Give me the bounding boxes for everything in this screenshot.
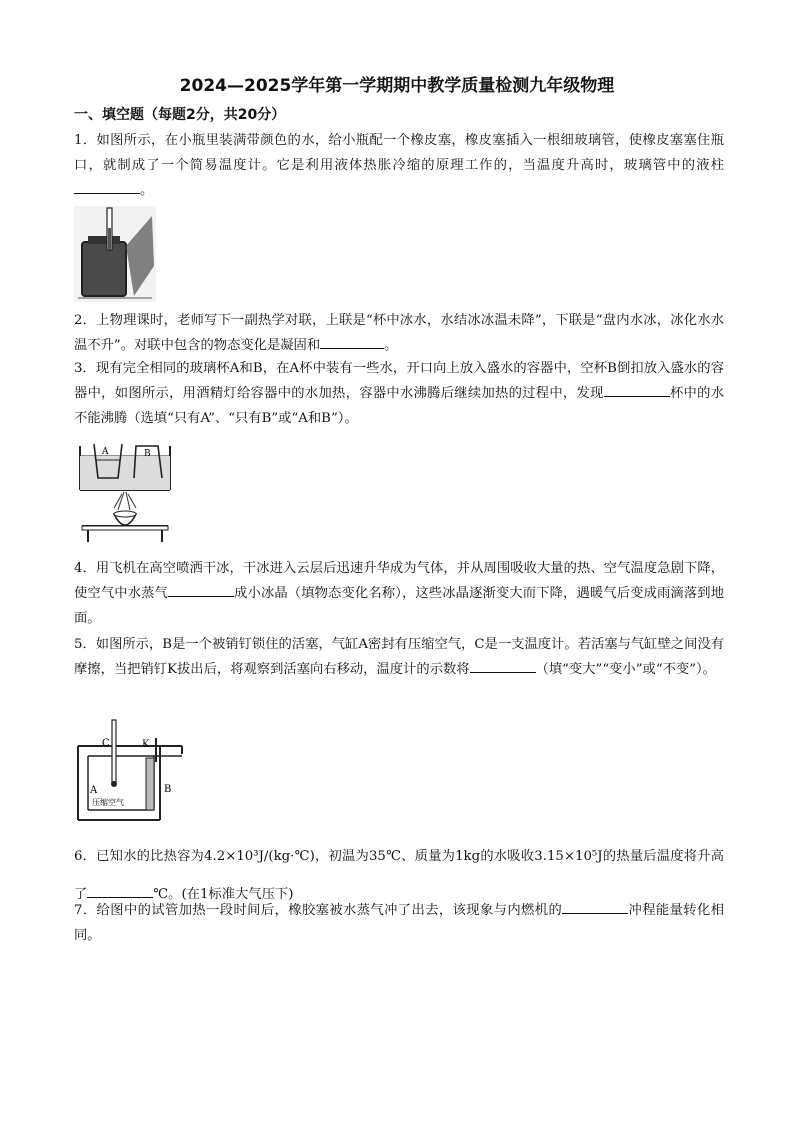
question-3-end: 杯中的水不能沸腾（选填“只有A”、“只有B”或“A和B”）。 [74,386,725,426]
fig5-label-compressed-air: 压缩空气 [92,798,124,807]
question-1-end: 。 [140,183,154,198]
question-5 [74,632,724,682]
answer-blank-4[interactable] [168,582,234,597]
question-2 [74,308,724,358]
boiling-cups-figure [74,438,176,548]
question-6-end: ℃。(在1标准大气压下) [153,887,294,902]
fig3-label-b: B [144,449,151,459]
fig5-label-c: C [102,738,110,749]
fig3-label-a: A [102,447,109,457]
question-5-text: 5．如图所示，B是一个被销钉锁住的活塞，气缸A密封有压缩空气，C是一支温度计。若活塞与气缸壁之间没有摩擦，当把销钉K拔出后，将观察到活塞向右移动，温度计的示数将 [74,637,724,677]
piston-cylinder-figure [76,716,188,822]
question-3 [74,356,724,431]
question-1-text: 1．如图所示，在小瓶里装满带颜色的水，给小瓶配一个橡皮塞，橡皮塞插入一根细玻璃管，使橡皮塞塞住瓶口，就制成了一个简易温度计。它是利用液体热胀冷缩的原理工作的，当温度升高时，玻璃管中的液柱 [74,133,724,173]
question-4 [74,556,724,631]
question-7-text: 7．给图中的试管加热一段时间后，橡胶塞被水蒸气冲了出去，该现象与内燃机的 [74,903,563,918]
answer-blank-5[interactable] [470,658,536,673]
question-6-text: 6．已知水的比热容为4.2×10³J/(kg·℃)，初温为35℃、质量为1kg的水吸收3.15×10⁵J的热量后温度将升高了 [74,849,724,902]
answer-blank-6[interactable] [87,883,153,898]
answer-blank-7[interactable] [562,899,628,914]
question-2-end: 。 [384,338,398,353]
question-1 [74,128,724,203]
question-4-text: 4．用飞机在高空喷洒干冰，干冰进入云层后迅速升华成为气体，并从周围吸收大量的热、空气温度急剧下降，使空气中水蒸气 [74,561,724,601]
fig5-label-a: A [90,785,98,796]
question-2-text: 2．上物理课时，老师写下一副热学对联，上联是“杯中冰水，水结冰冰温未降”，下联是“盘内水冰，冰化水水温不升”。对联中包含的物态变化是凝固和 [74,313,724,353]
question-7 [74,898,724,948]
question-7-end: 冲程能量转化相同。 [74,903,724,943]
bottle-thermometer-figure [74,206,156,302]
page-title: 2024—2025学年第一学期期中教学质量检测九年级物理 [179,76,615,96]
question-4-end: 成小冰晶（填物态变化名称），这些冰晶逐渐变大而下降，遇暖气后变成雨滴落到地面。 [74,586,724,626]
fig5-label-b: B [164,784,172,795]
answer-blank-1[interactable] [74,179,140,194]
section-heading: 一、填空题（每题2分，共20分） [74,107,286,123]
answer-blank-2[interactable] [320,334,384,349]
answer-blank-3[interactable] [604,382,670,397]
question-5-end: （填“变大”“变小”或“不变”）。 [535,662,716,677]
question-3-text: 3．现有完全相同的玻璃杯A和B，在A杯中装有一些水，开口向上放入盛水的容器中，空杯B倒扣放入盛水的容器中，如图所示，用酒精灯给容器中的水加热，容器中水沸腾后继续加热的过程中，发现 [74,361,724,401]
fig5-label-k: K [142,739,150,750]
